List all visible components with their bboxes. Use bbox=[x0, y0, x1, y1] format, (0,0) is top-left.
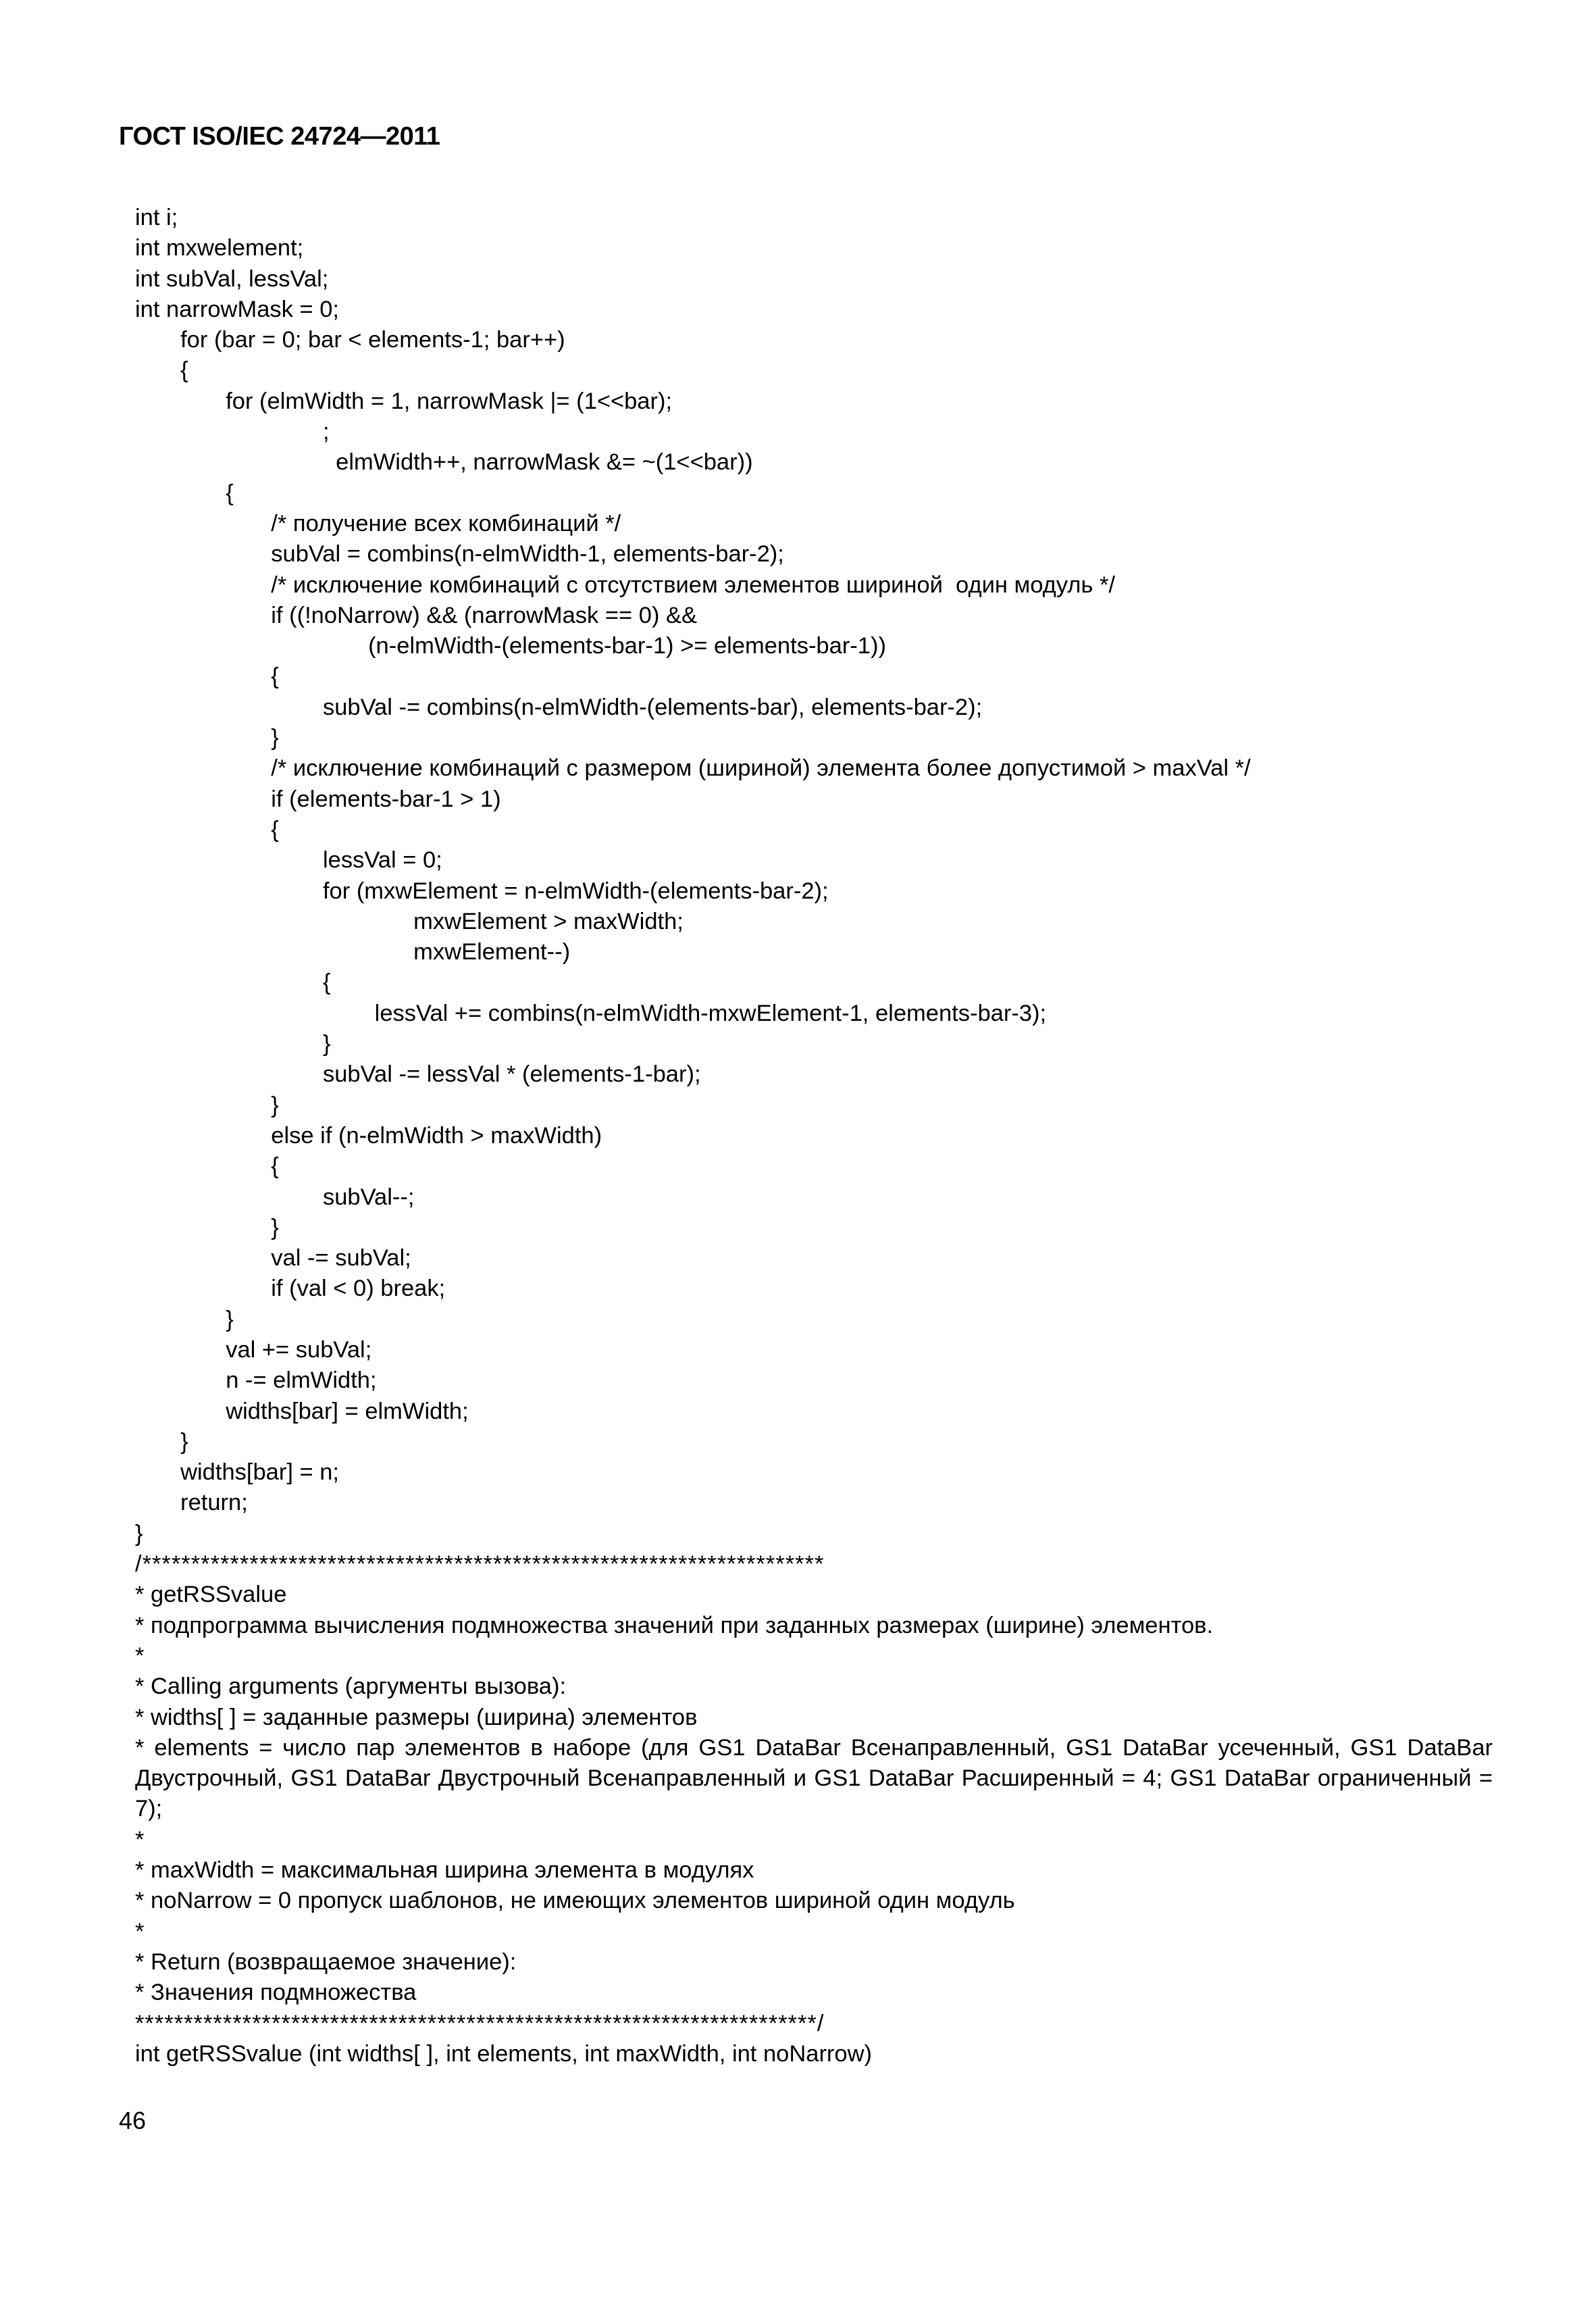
code-line: **********************************************************************/ bbox=[135, 2010, 825, 2036]
code-line: } bbox=[135, 1520, 143, 1546]
code-line: { bbox=[135, 357, 188, 384]
code-line: subVal -= combins(n-elmWidth-(elements-bar), elements-bar-2); bbox=[135, 694, 983, 720]
code-line: } bbox=[135, 1092, 279, 1118]
code-line: int mxwelement; bbox=[135, 235, 304, 261]
code-line: /* получение всех комбинаций */ bbox=[135, 510, 621, 536]
code-line: } bbox=[135, 1031, 331, 1057]
code-line: else if (n-elmWidth > maxWidth) bbox=[135, 1122, 602, 1149]
code-line: mxwElement > maxWidth; bbox=[135, 908, 684, 934]
code-line: for (mxwElement = n-elmWidth-(elements-bar-2); bbox=[135, 878, 829, 904]
code-line: } bbox=[135, 725, 279, 751]
code-line: if ((!noNarrow) && (narrowMask == 0) && bbox=[135, 602, 698, 628]
code-line: /* исключение комбинаций с размером (шириной) элемента более допустимой > maxVal */ bbox=[135, 755, 1251, 782]
code-line: * widths[ ] = заданные размеры (ширина) элементов bbox=[135, 1704, 698, 1730]
document-header: ГОСТ ISO/IEC 24724—2011 bbox=[119, 122, 440, 151]
code-line: /********************************************************************** bbox=[135, 1551, 825, 1578]
code-line: * Return (возвращаемое значение): bbox=[135, 1948, 517, 1975]
code-line: { bbox=[135, 663, 279, 690]
code-line: lessVal += combins(n-elmWidth-mxwElement-1, elements-bar-3); bbox=[135, 1000, 1047, 1026]
code-line: elmWidth++, narrowMask &= ~(1<<bar)) bbox=[135, 449, 753, 476]
code-line: * Значения подмножества bbox=[135, 1980, 417, 2006]
code-line: int subVal, lessVal; bbox=[135, 266, 329, 292]
code-line: subVal--; bbox=[135, 1184, 415, 1210]
code-listing bbox=[135, 203, 1493, 2069]
code-line: int narrowMask = 0; bbox=[135, 296, 339, 322]
code-line: ; bbox=[135, 419, 330, 445]
code-line: for (elmWidth = 1, narrowMask |= (1<<bar); bbox=[135, 388, 673, 414]
code-line: n -= elmWidth; bbox=[135, 1367, 377, 1394]
code-line: return; bbox=[135, 1490, 248, 1516]
code-line: mxwElement--) bbox=[135, 939, 571, 965]
code-line: * подпрограмма вычисления подмножества значений при заданных размерах (ширине) элементов. bbox=[135, 1612, 1214, 1638]
code-line: /* исключение комбинаций с отсутствием элементов шириной один модуль */ bbox=[135, 572, 1115, 598]
code-line: val -= subVal; bbox=[135, 1245, 411, 1272]
code-line: { bbox=[135, 970, 331, 996]
code-line: int i; bbox=[135, 205, 178, 230]
code-line: (n-elmWidth-(elements-bar-1) >= elements-bar-1)) bbox=[135, 633, 886, 659]
code-line: { bbox=[135, 816, 279, 842]
code-line: * getRSSvalue bbox=[135, 1582, 287, 1608]
code-line: } bbox=[135, 1428, 188, 1455]
code-line: * noNarrow = 0 пропуск шаблонов, не имеющих элементов шириной один модуль bbox=[135, 1888, 1015, 1914]
code-line: * elements = число пар элементов в наборе (для GS1 DataBar Всенаправленный, GS1 DataBar усеченный, GS1 DataBar Двустрочный, GS1 DataBar Двустрочный Всенаправленный и GS1 DataBar Расширенный = 4; GS1 DataBar ограниченный = 7); bbox=[135, 1734, 1493, 1822]
code-line: subVal = combins(n-elmWidth-1, elements-bar-2); bbox=[135, 541, 784, 568]
code-line: * bbox=[135, 1918, 145, 1944]
code-line: if (val < 0) break; bbox=[135, 1276, 446, 1302]
code-line: widths[bar] = elmWidth; bbox=[135, 1398, 469, 1424]
code-line: subVal -= lessVal * (elements-1-bar); bbox=[135, 1061, 701, 1088]
code-line: int getRSSvalue (int widths[ ], int elements, int maxWidth, int noNarrow) bbox=[135, 2040, 873, 2067]
code-line: * maxWidth = максимальная ширина элемента в модулях bbox=[135, 1857, 754, 1884]
code-line: val += subVal; bbox=[135, 1336, 372, 1363]
code-line: widths[bar] = n; bbox=[135, 1459, 340, 1486]
code-line: } bbox=[135, 1214, 279, 1240]
code-line: if (elements-bar-1 > 1) bbox=[135, 786, 501, 812]
page-number: 46 bbox=[119, 2107, 147, 2134]
code-line: * bbox=[135, 1642, 145, 1669]
code-line: for (bar = 0; bar < elements-1; bar++) bbox=[135, 327, 565, 353]
code-line: { bbox=[135, 480, 234, 506]
code-line: * Calling arguments (аргументы вызова): bbox=[135, 1674, 567, 1700]
code-line: { bbox=[135, 1153, 279, 1180]
code-line: } bbox=[135, 1306, 234, 1332]
code-line: * bbox=[135, 1826, 145, 1853]
code-line: lessVal = 0; bbox=[135, 847, 442, 874]
